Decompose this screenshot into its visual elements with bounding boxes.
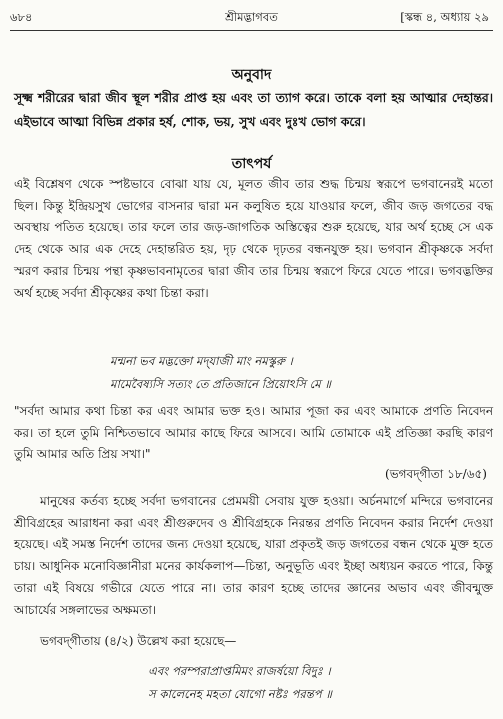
verse-1-line-1: মন্মনা ভব মদ্ভক্তো মদ্‌যাজী মাং নমস্কুরু । [110, 354, 293, 368]
quote-citation: (ভগবদ্‌গীতা ১৮/৬৫) [385, 467, 487, 481]
verse-translation-quote: "সর্বদা আমার কথা চিন্তা কর এবং আমার ভক্ত হও। আমার পূজা কর এবং আমাকে প্রণতি নিবেদন কর। তা হলে তুমি নিশ্চিতভাবে আমার কাছে ফিরে আসবে। আমি তোমাকে এই প্রতিজ্ঞা করছি কারণ তুমি আমার অতি প্রিয় সখা।" [14, 404, 493, 462]
section-reference: [স্কন্ধ ৪, অধ্যায় ২৯ [400, 10, 489, 24]
translation-text: সূক্ষ্ম শরীরের দ্বারা জীব স্থূল শরীর প্রাপ্ত হয় এবং তা ত্যাগ করে। তাকে বলা হয় আত্মার দেহান্তর। এইভাবে আত্মা বিভিন্ন প্রকার হর্ষ, শোক, ভয়, সুখ এবং দুঃখ ভোগ করে। [14, 90, 493, 129]
purport-paragraph-1: এই বিশ্লেষণ থেকে স্পষ্টভাবে বোঝা যায় যে, মূলত জীব তার শুদ্ধ চিন্ময় স্বরূপে ভগবানেরই মতো ছিল। কিন্তু ইন্দ্রিয়সুখ ভোগের বাসনার দ্বারা মন কলুষিত হয়ে যাওয়ার ফলে, জীব জড় জগতের বদ্ধ অবস্থায় পতিত হয়েছে। তার ফলে তার জড়-জাগতিক অস্তিত্বের শুরু হয়েছে, যার অর্থ হচ্ছে সে এক দেহ থেকে আর এক দেহে দেহান্তরিত হয়, দৃঢ় থেকে দৃঢ়তর বন্ধনযুক্ত হয়। ভগবান শ্রীকৃষ্ণকে সর্বদা স্মরণ করার চিন্ময় পন্থা কৃষ্ণভাবনামৃতের দ্বারা জীব তার চিন্ময় স্বরূপে ফিরে যেতে পারে। ভগবদ্ভক্তির অর্থ হচ্ছে সর্বদা শ্রীকৃষ্ণের কথা চিন্তা করা। [14, 177, 493, 300]
page-header [10, 9, 493, 27]
verse-2-line-2: স কালেনেহ মহতা যোগো নষ্টঃ পরন্তপ ॥ [148, 687, 332, 701]
verse-1-line-2: মামেবৈষ্যসি সত্যং তে প্রতিজানে প্রিয়োঽসি মে ॥ [110, 377, 331, 391]
verse-2-line-1: এবং পরম্পরাপ্রাপ্তমিমং রাজর্ষয়ো বিদুঃ । [148, 664, 331, 678]
purport-paragraph-3: ভগবদ্‌গীতায় (৪/২) উল্লেখ করা হয়েছে— [40, 634, 237, 648]
page-number: ৬৮৪ [10, 10, 33, 24]
translation-heading: অনুবাদ [231, 67, 272, 83]
book-title: শ্রীমদ্ভাগবত [225, 10, 278, 24]
header-divider [10, 30, 493, 31]
purport-paragraph-2: মানুষের কর্তব্য হচ্ছে সর্বদা ভগবানের প্রেমময়ী সেবায় যুক্ত হওয়া। অর্চনমার্গে মন্দিরে ভগবানের শ্রীবিগ্রহের আরাধনা করা এবং শ্রীগুরুদেব ও শ্রীবিগ্রহকে নিরন্তর প্রণতি নিবেদন করার নির্দেশ দেওয়া হয়েছে। এই সমস্ত নির্দেশ তাদের জন্য দেওয়া হয়েছে, যারা প্রকৃতই জড় জগতের বন্ধন থেকে মুক্ত হতে চায়। আধুনিক মনোবিজ্ঞানীরা মনের কার্যকলাপ—চিন্তা, অনুভূতি এবং ইচ্ছা অধ্যয়ন করতে পারে, কিন্তু তারা এই বিষয়ে গভীরে যেতে পারে না। তার কারণ হচ্ছে তাদের জ্ঞানের অভাব এবং জীবন্মুক্ত আচার্যের সঙ্গলাভের অক্ষমতা। [14, 494, 493, 617]
purport-heading: তাৎপর্য [231, 156, 272, 172]
